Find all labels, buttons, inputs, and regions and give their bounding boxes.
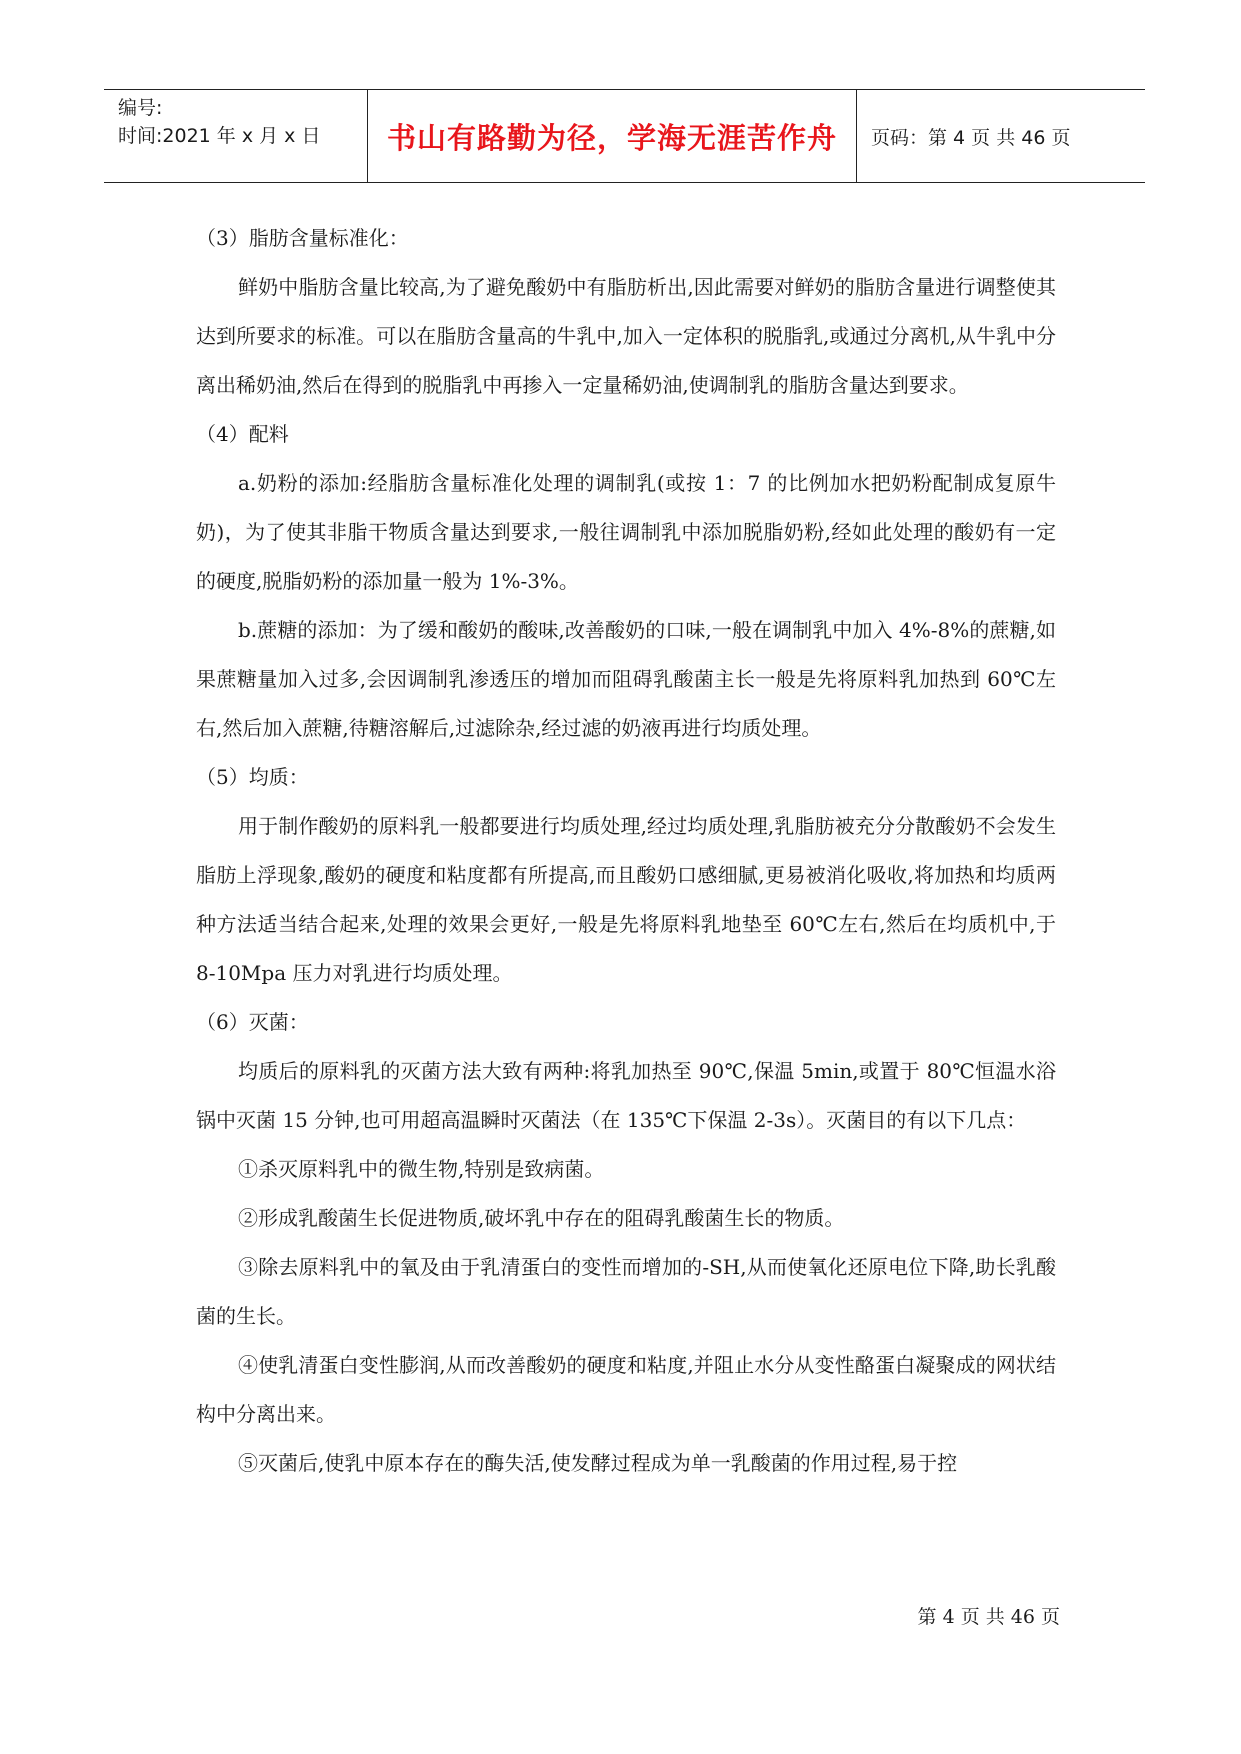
body-paragraph: ③除去原料乳中的氧及由于乳清蛋白的变性而增加的-SH,从而使氧化还原电位下降,助长乳酸菌的生长。 [196,1255,1056,1328]
document-number-label: 编号: [118,97,163,119]
section-heading: （6）灭菌： [196,1010,309,1034]
body-paragraph: ⑤灭菌后,使乳中原本存在的酶失活,使发酵过程成为单一乳酸菌的作用过程,易于控 [238,1451,958,1475]
header-motto-cell [368,90,857,182]
page-header [104,89,1145,183]
header-meta [104,90,368,182]
footer-page-number: 第 4 页 共 46 页 [917,1606,1060,1628]
document-body [196,214,1056,1488]
body-paragraph: ①杀灭原料乳中的微生物,特别是致病菌。 [238,1157,605,1181]
header-motto: 书山有路勤为径，学海无涯苦作舟 [386,120,837,155]
body-paragraph: ②形成乳酸菌生长促进物质,破坏乳中存在的阻碍乳酸菌生长的物质。 [238,1206,845,1230]
body-paragraph: 鲜奶中脂肪含量比较高,为了避免酸奶中有脂肪析出,因此需要对鲜奶的脂肪含量进行调整使其达到所要求的标准。可以在脂肪含量高的牛乳中,加入一定体积的脱脂乳,或通过分离机,从牛乳中分离出稀奶油,然后在得到的脱脂乳中再掺入一定量稀奶油,使调制乳的脂肪含量达到要求。 [196,275,1056,397]
body-paragraph: 均质后的原料乳的灭菌方法大致有两种:将乳加热至 90℃,保温 5min,或置于 80℃恒温水浴锅中灭菌 15 分钟,也可用超高温瞬时灭菌法（在 135℃下保温 2-3s）。灭菌目的有以下几点： [196,1059,1056,1132]
header-page-info-cell [857,90,1145,182]
section-heading: （5）均质： [196,765,309,789]
body-paragraph: ④使乳清蛋白变性膨润,从而改善酸奶的硬度和粘度,并阻止水分从变性酪蛋白凝聚成的网状结构中分离出来。 [196,1353,1056,1426]
body-paragraph: 用于制作酸奶的原料乳一般都要进行均质处理,经过均质处理,乳脂肪被充分分散酸奶不会发生脂肪上浮现象,酸奶的硬度和粘度都有所提高,而且酸奶口感细腻,更易被消化吸收,将加热和均质两种方法适当结合起来,处理的效果会更好,一般是先将原料乳地垫至 60℃左右,然后在均质机中,于 8-10Mpa 压力对乳进行均质处理。 [196,814,1056,985]
document-time-label: 时间:2021 年 x 月 x 日 [118,125,321,147]
body-paragraph: b.蔗糖的添加：为了缓和酸奶的酸味,改善酸奶的口味,一般在调制乳中加入 4%-8%的蔗糖,如果蔗糖量加入过多,会因调制乳渗透压的增加而阻碍乳酸菌主长一般是先将原料乳加热到 60℃左右,然后加入蔗糖,待糖溶解后,过滤除杂,经过滤的奶液再进行均质处理。 [196,618,1056,740]
body-paragraph: a.奶粉的添加:经脂肪含量标准化处理的调制乳(或按 1：7 的比例加水把奶粉配制成复原牛奶)，为了使其非脂干物质含量达到要求,一般往调制乳中添加脱脂奶粉,经如此处理的酸奶有一定的硬度,脱脂奶粉的添加量一般为 1%-3%。 [196,471,1056,593]
page-footer [0,1602,1060,1629]
section-heading: （3）脂肪含量标准化： [196,226,409,250]
header-page-info: 页码：第 4 页 共 46 页 [871,126,1071,149]
section-heading: （4）配料 [196,422,289,446]
